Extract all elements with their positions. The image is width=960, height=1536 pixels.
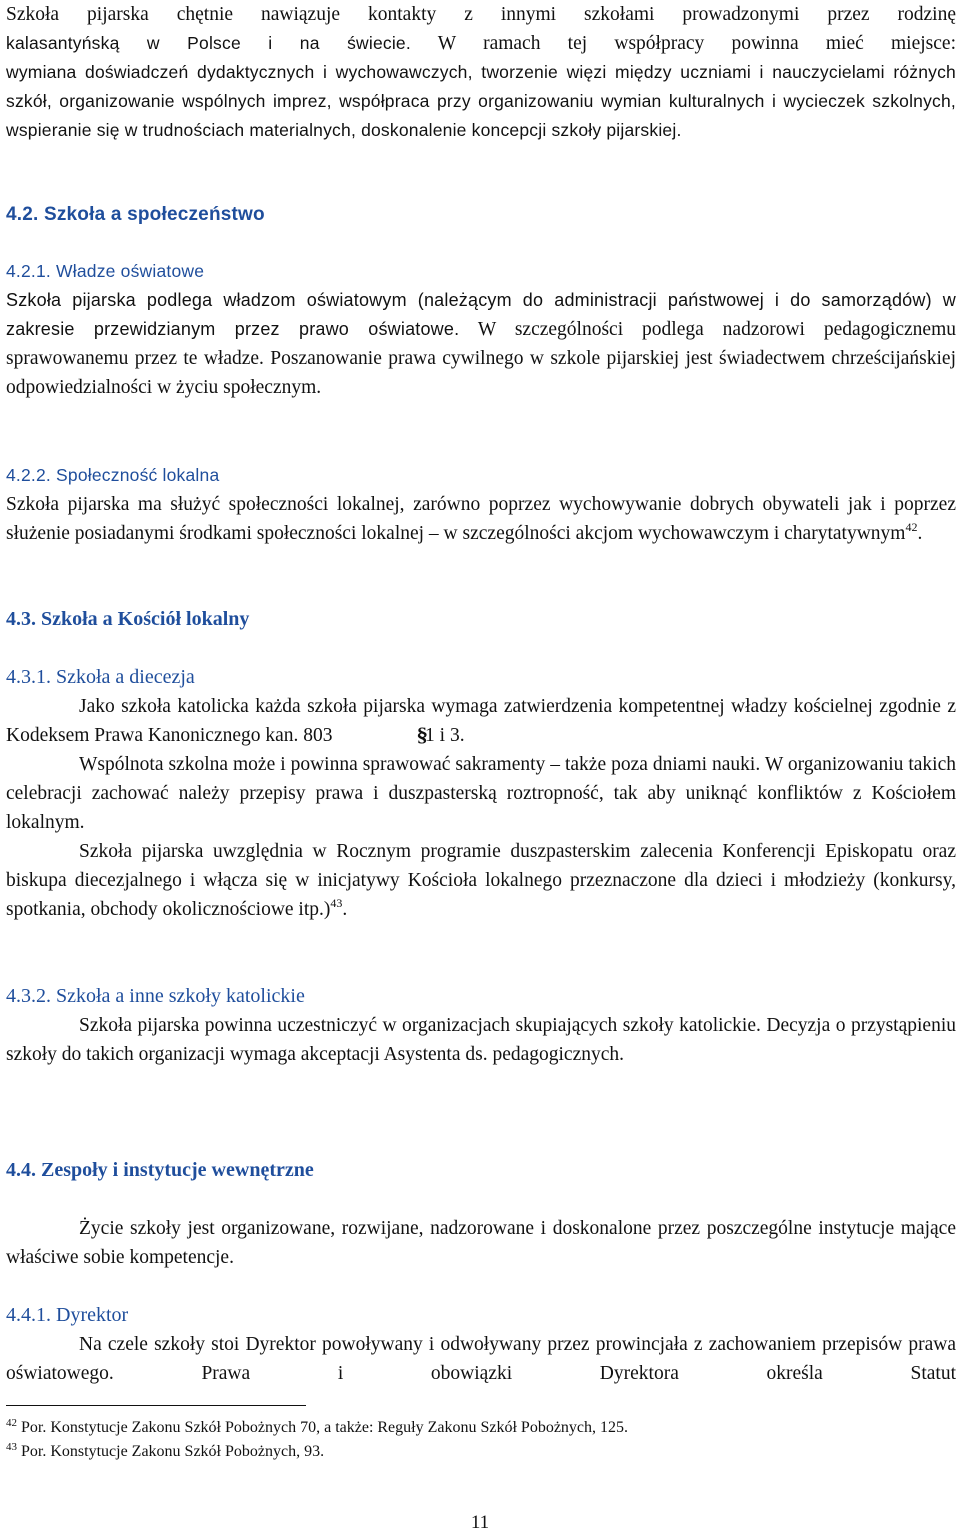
paragraph-4-2-2: [6, 490, 956, 548]
paragraph-4-2-1-b: W szczególności podlega nadzorowi pedagogicznemu sprawowanemu przez te władze. Poszanowanie prawa cywilnego w szkole pijarskiej jest świadectwem chrześcijańskiej odpowiedzialności w życiu społecznym.: [6, 319, 957, 398]
heading-4-2-2: [6, 461, 956, 490]
footnote-43: [6, 1442, 324, 1462]
paragraph-4-3-1-a-end: 1 i 3.: [425, 725, 465, 746]
footnote-43-number: 43: [6, 1441, 17, 1453]
paragraph-4-3-1-c-end: .: [342, 899, 348, 920]
paragraph-4-3-2: Szkoła pijarska powinna uczestniczyć w organizacjach skupiających szkoły katolickie. Decyzja o przystąpieniu szkoły do takich organizacji wymaga akceptacji Asystenta ds. pedagogicznych.: [6, 1015, 956, 1065]
page-number: 11: [470, 1512, 490, 1533]
footnote-42-text: Por. Konstytucje Zakonu Szkół Pobożnych 70, a także: Reguły Zakonu Szkół Pobożnych, 125.: [17, 1419, 629, 1436]
section-4-3-2: [6, 982, 956, 1069]
section-symbol: §: [416, 725, 429, 746]
section-4-4-1: [6, 1301, 956, 1388]
footnote-separator: [6, 1405, 306, 1406]
paragraph-4-4-1-a: Na czele szkoły stoi Dyrektor powoływany i odwoływany przez prowincjała z zachowaniem przepisów prawa oświatowego.: [6, 1334, 956, 1384]
heading-4-2: 4.2. Szkoła a społeczeństwo: [6, 204, 265, 225]
intro-paragraph: [6, 0, 956, 145]
paragraph-4-4: Życie szkoły jest organizowane, rozwijane, nadzorowane i doskonalone przez poszczególne instytucje mające właściwe sobie kompetencje.: [6, 1218, 956, 1268]
paragraph-4-2-1-a: Szkoła pijarska podlega władzom oświatowym (należącym do administracji państwowej i do samorządów) w zakresie przewidzianym przez prawo oświatowe.: [6, 290, 956, 339]
paragraph-4-4-1: [6, 1330, 956, 1388]
paragraph-4-3-1-a: [6, 692, 956, 750]
footnote-42-number: 42: [6, 1417, 17, 1429]
heading-4-4: 4.4. Zespoły i instytucje wewnętrzne: [6, 1159, 314, 1181]
footnote-42: [6, 1418, 628, 1438]
paragraph-4-3-1-b: Wspólnota szkolna może i powinna sprawować sakramenty – także poza dniami nauki. W organizowaniu takich celebracji zachować należy przepisy prawa i duszpasterską roztropność, tak aby uniknąć konfliktów z Kościołem lokalnym.: [6, 754, 956, 833]
paragraph-4-2-2-end: .: [917, 523, 923, 544]
footnote-43-text: Por. Konstytucje Zakonu Szkół Pobożnych, 93.: [17, 1443, 325, 1460]
intro-rest: wymiana doświadczeń dydaktycznych i wychowawczych, tworzenie więzi między uczniami i nauczycielami różnych szkół, organizowanie wspólnych imprez, współpraca przy organizowaniu wymian kulturalnych i wycieczek szkolnych, wspieranie się w trudnościach materialnych, doskonalenie koncepcji szkoły pijarskiej.: [6, 62, 956, 140]
paragraph-4-4-1-b: Prawa i obowiązki Dyrektora określa Statut: [113, 1363, 956, 1384]
heading-4-3-1: 4.3.1. Szkoła a diecezja: [6, 666, 195, 688]
intro-line-2-sans: kalasantyńską w Polsce i na świecie.: [6, 33, 411, 53]
paragraph-4-3-1-c: [6, 837, 956, 924]
section-4-4: [6, 1156, 956, 1272]
paragraph-4-3-1-c-text: Szkoła pijarska uwzględnia w Rocznym programie duszpasterskim zalecenia Konferencji Episkopatu oraz biskupa diecezjalnego i włącza się w inicjatywy Kościoła lokalnego przeznaczone dla dzieci i młodzieży (konkursy, spotkania, obchody okolicznościowe itp.): [6, 841, 956, 920]
intro-line-2-serif: W ramach tej współpracy powinna mieć miejsce:: [410, 33, 956, 54]
footnote-ref-42[interactable]: 42: [905, 520, 918, 534]
heading-4-3-2: 4.3.2. Szkoła a inne szkoły katolickie: [6, 985, 305, 1007]
intro-line-2: [6, 29, 956, 58]
footnote-ref-43[interactable]: 43: [330, 896, 343, 910]
heading-4-2-1-text: 4.2.1. Władze oświatowe: [6, 261, 205, 281]
heading-4-3: 4.3. Szkoła a Kościół lokalny: [6, 608, 250, 630]
paragraph-4-2-1: [6, 286, 956, 402]
paragraph-4-3-1-a-text: Jako szkoła katolicka każda szkoła pijarska wymaga zatwierdzenia kompetentnej władzy kościelnej zgodnie z Kodeksem Prawa Kanonicznego kan. 803: [6, 696, 956, 746]
heading-4-4-1: 4.4.1. Dyrektor: [6, 1304, 129, 1326]
intro-line-1: Szkoła pijarska chętnie nawiązuje kontakty z innymi szkołami prowadzonymi przez rodzinę: [6, 4, 956, 25]
heading-4-2-1: [6, 257, 956, 286]
section-4-3-1: [6, 663, 956, 924]
section-4-2-1: [6, 257, 956, 402]
section-4-2-2: [6, 461, 956, 548]
paragraph-4-2-2-text: Szkoła pijarska ma służyć społeczności lokalnej, zarówno poprzez wychowywanie dobrych obywateli jak i poprzez służenie posiadanymi środkami społeczności lokalnej – w szczególności akcjom wychowawczym i charytatywnym: [6, 494, 956, 544]
heading-4-2-2-text: 4.2.2. Społeczność lokalna: [6, 465, 220, 485]
